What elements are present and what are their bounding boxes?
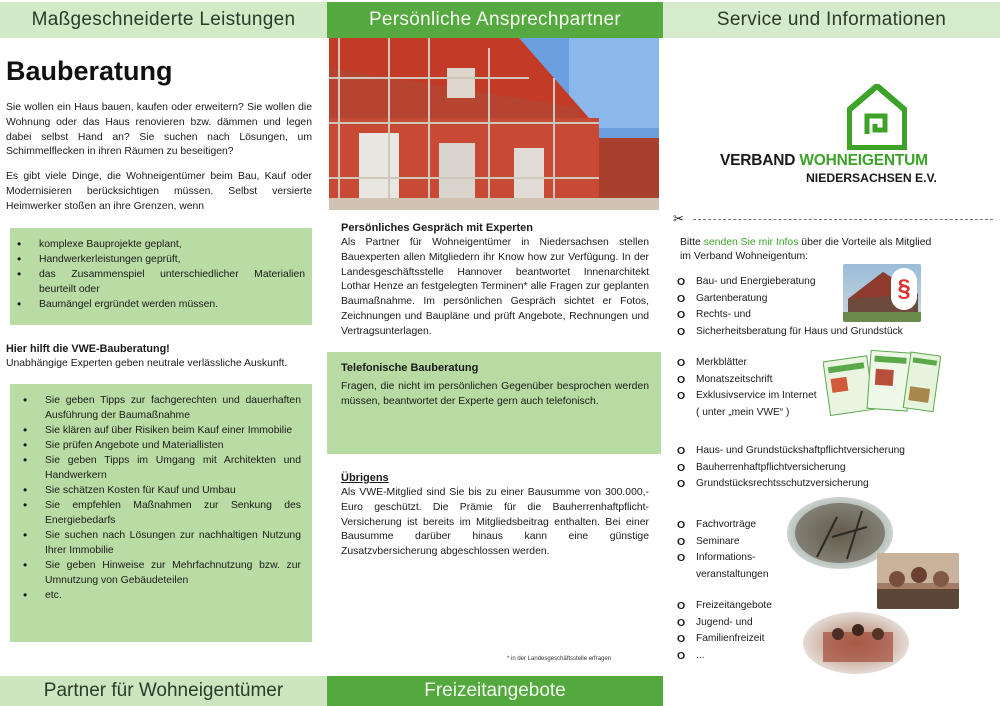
list-item: • Sie geben Hinweise zur Mehrfachnutzung bzw. zur Umnutzung von Gebäudeteilen — [45, 558, 301, 588]
checklist-label: Jugend- und — [696, 616, 753, 628]
checklist-label: Gartenberatung — [696, 292, 768, 304]
column-footer: Freizeitangebote — [327, 676, 663, 706]
checklist-freizeit — [677, 598, 772, 664]
column-footer: Partner für Wohneigentümer — [0, 676, 327, 706]
checklist-item[interactable] — [677, 534, 769, 551]
checklist-item-continuation — [677, 405, 817, 422]
list-item: • das Zusammenspiel unterschiedlicher Materialien beurteilt oder — [39, 267, 305, 297]
checklist-label: ... — [696, 649, 705, 661]
section-text-telefon: Fragen, die nicht im persönlichen Gegenüber besprochen werden müssen, beantwortet der Experte gern auch telefonisch. — [341, 381, 649, 407]
checklist-label: Freizeitangebote — [696, 600, 772, 611]
column-service — [663, 0, 1000, 706]
logo-text-green: WOHNEIGENTUM — [799, 152, 928, 169]
checklist-label: Informations- — [696, 552, 756, 564]
checklist-item[interactable] — [677, 324, 903, 341]
column-header: Persönliche Ansprechpartner — [327, 2, 663, 38]
checkbox-circle-icon[interactable]: O — [677, 357, 686, 369]
checklist-item[interactable] — [677, 517, 769, 534]
checklist-item[interactable] — [677, 615, 772, 632]
checklist-label: Monatszeitschrift — [696, 373, 773, 385]
logo-text — [720, 152, 928, 170]
list-item: • komplexe Bauprojekte geplant, — [39, 237, 305, 252]
checklist-label: Seminare — [696, 535, 740, 547]
checklist-item[interactable] — [677, 388, 817, 405]
checkbox-circle-icon[interactable]: O — [677, 600, 686, 612]
scissors-icon: ✂ — [673, 211, 684, 226]
column-ansprechpartner — [327, 0, 663, 706]
logo-text-part: VERBAND — [720, 152, 800, 169]
section-text-gespraech: Als Partner für Wohneigentümer in Niedersachsen stellen Bauexperten allen Mitgliedern ihr Know how zur Verfügung. In der Landesgeschäftsstelle Hannover beantwortet Innenarchitekt Lothar Henze an festgelegten Terminen* alle Fragen zur geplanten Baumaßnahme. Im persönlichen Gespräch sichtet er Fotos, Zeichnungen und Baupläne und prüft Angebote, Rechnungen und Vertragsunterlagen. — [341, 237, 649, 337]
checkbox-circle-icon[interactable]: O — [677, 552, 686, 565]
checklist-label: Bau- und Energieberatung — [696, 276, 816, 287]
checkbox-circle-icon[interactable]: O — [677, 616, 686, 629]
services-box — [10, 384, 312, 642]
request-text — [680, 236, 940, 263]
list-item: • Sie empfehlen Maßnahmen zur Senkung des Energiebedarfs — [45, 498, 301, 528]
checklist-veranstaltungen — [677, 517, 769, 583]
checklist-label: Fachvorträge — [696, 519, 757, 530]
request-text-part: über die Vorteile als Mitglied im Verband Wohneigentum: — [680, 237, 932, 262]
section-title-uebrigens: Übrigens — [341, 472, 389, 484]
family-photo-icon — [803, 612, 909, 674]
page-title: Bauberatung — [6, 56, 173, 86]
checklist-item[interactable] — [677, 648, 772, 665]
checkbox-circle-icon[interactable]: O — [677, 390, 686, 403]
list-item: • Sie prüfen Angebote und Materiallisten — [45, 438, 301, 453]
checklist-label: Merkblätter — [696, 357, 747, 368]
checkbox-circle-icon[interactable]: O — [677, 535, 686, 548]
section-text-uebrigens: Als VWE-Mitglied sind Sie bis zu einer Bausumme von 300.000,- Euro geschützt. Die Prämie für die Bauherrenhaftpflicht-Versicherung ist bereits im Mitgliedsbeitrag enthalten. Bei einer Bausumme darüber hinaus kann eine günstige Zusatzvbersicherung abgeschlossen werden. — [341, 487, 649, 558]
list-item: • Handwerkerleistungen geprüft, — [39, 252, 305, 267]
request-text-part: Bitte — [680, 237, 704, 248]
list-item: • Sie geben Tipps zur fachgerechten und dauerhaften Ausführung der Baumaßnahme — [45, 393, 301, 423]
checklist-label: Grundstücksrechtsschutzversicherung — [696, 478, 869, 490]
logo-subtext: NIEDERSACHSEN E.V. — [806, 171, 937, 185]
checkbox-circle-icon[interactable]: O — [677, 649, 686, 662]
leaflets-icon — [823, 348, 941, 416]
column-header: Service und Informationen — [663, 2, 1000, 38]
checklist-item[interactable] — [677, 631, 772, 648]
checklist-label: Exklusivservice im Internet — [696, 390, 817, 402]
list-item: • Sie schätzen Kosten für Kauf und Umbau — [45, 483, 301, 498]
checklist-label: Familienfreizeit — [696, 633, 765, 645]
checkbox-circle-icon[interactable]: O — [677, 519, 686, 531]
cut-line — [693, 219, 993, 220]
checklist-item[interactable] — [677, 476, 905, 493]
checkbox-circle-icon[interactable]: O — [677, 461, 686, 474]
checkbox-circle-icon[interactable]: O — [677, 445, 686, 457]
checklist-item[interactable] — [677, 550, 769, 567]
services-list — [45, 393, 301, 603]
checklist-label: Sicherheitsberatung für Haus und Grundstück — [696, 325, 903, 337]
checkbox-circle-icon[interactable]: O — [677, 325, 686, 338]
section-title-gespraech: Persönliches Gespräch mit Experten — [341, 222, 533, 234]
subheading-text: Unabhängige Experten geben neutrale verlässliche Auskunft. — [6, 358, 288, 369]
checkbox-circle-icon[interactable]: O — [677, 276, 686, 288]
leaflets-thumbnail — [823, 348, 941, 416]
checklist-informationen — [677, 355, 817, 421]
house-construction-photo — [329, 38, 659, 210]
list-item: • Sie klären auf über Risiken beim Kauf einer Immobilie — [45, 423, 301, 438]
checklist-item[interactable] — [677, 443, 905, 460]
request-highlight: senden Sie mir Infos — [703, 237, 799, 248]
footnote: * in der Landesgeschäftsstelle erfragen — [507, 656, 612, 662]
house-thumbnail — [843, 264, 921, 322]
checklist-label: Haus- und Grundstückshaftpflichtversicherung — [696, 445, 905, 456]
list-item: • Sie geben Tipps im Umgang mit Architekten und Handwerkern — [45, 453, 301, 483]
second-paragraph: Es gibt viele Dinge, die Wohneigentümer beim Bau, Kauf oder Modernisieren berücksichtigen müssen. Selbst versierte Heimwerker stoßen an ihre Grenzen, wenn — [6, 171, 312, 212]
paragraph-symbol-icon: § — [891, 268, 917, 310]
checkbox-circle-icon[interactable]: O — [677, 292, 686, 305]
checklist-item[interactable] — [677, 598, 772, 615]
checkbox-circle-icon[interactable]: O — [677, 633, 686, 646]
intro-paragraph: Sie wollen ein Haus bauen, kaufen oder erweitern? Sie wollen die Wohnung oder das Haus renovieren bzw. dämmen und legen dabei selbst Hand an? Sie suchen nach Lösungen, um Schimmelflecken in ihren Räumen zu beseitigen? — [6, 102, 312, 158]
subheading: Hier hilft die VWE-Bauberatung! — [6, 343, 170, 355]
checklist-label: veranstaltungen — [696, 568, 769, 580]
checklist-label: ( unter „mein VWE“ ) — [696, 406, 790, 418]
checkbox-circle-icon[interactable]: O — [677, 309, 686, 322]
checklist-item-continuation — [677, 567, 769, 584]
problems-box — [10, 228, 312, 325]
scaffolding-image — [329, 38, 659, 210]
seminar-photo — [877, 553, 959, 609]
checklist-label: Rechts- und — [696, 309, 751, 321]
checkbox-circle-icon[interactable]: O — [677, 373, 686, 386]
leisure-photo — [803, 612, 909, 674]
column-leistungen — [0, 0, 327, 706]
checkbox-circle-icon[interactable]: O — [677, 478, 686, 491]
people-photo-icon — [877, 553, 959, 609]
list-item: • etc. — [45, 588, 301, 603]
phone-advice-box — [327, 352, 661, 454]
checklist-versicherung — [677, 443, 905, 493]
list-item: • Sie suchen nach Lösungen zur nachhaltigen Nutzung Ihrer Immobilie — [45, 528, 301, 558]
checklist-item[interactable] — [677, 372, 817, 389]
section-title-telefon: Telefonische Bauberatung — [341, 362, 479, 374]
checklist-item[interactable] — [677, 460, 905, 477]
house-logo-icon — [847, 84, 907, 150]
checklist-item[interactable] — [677, 355, 817, 372]
problems-list — [39, 237, 305, 312]
column-header: Maßgeschneiderte Leistungen — [0, 2, 327, 38]
checklist-label: Bauherrenhaftpflichtversicherung — [696, 461, 846, 473]
list-item: • Baumängel ergründet werden müssen. — [39, 297, 305, 312]
